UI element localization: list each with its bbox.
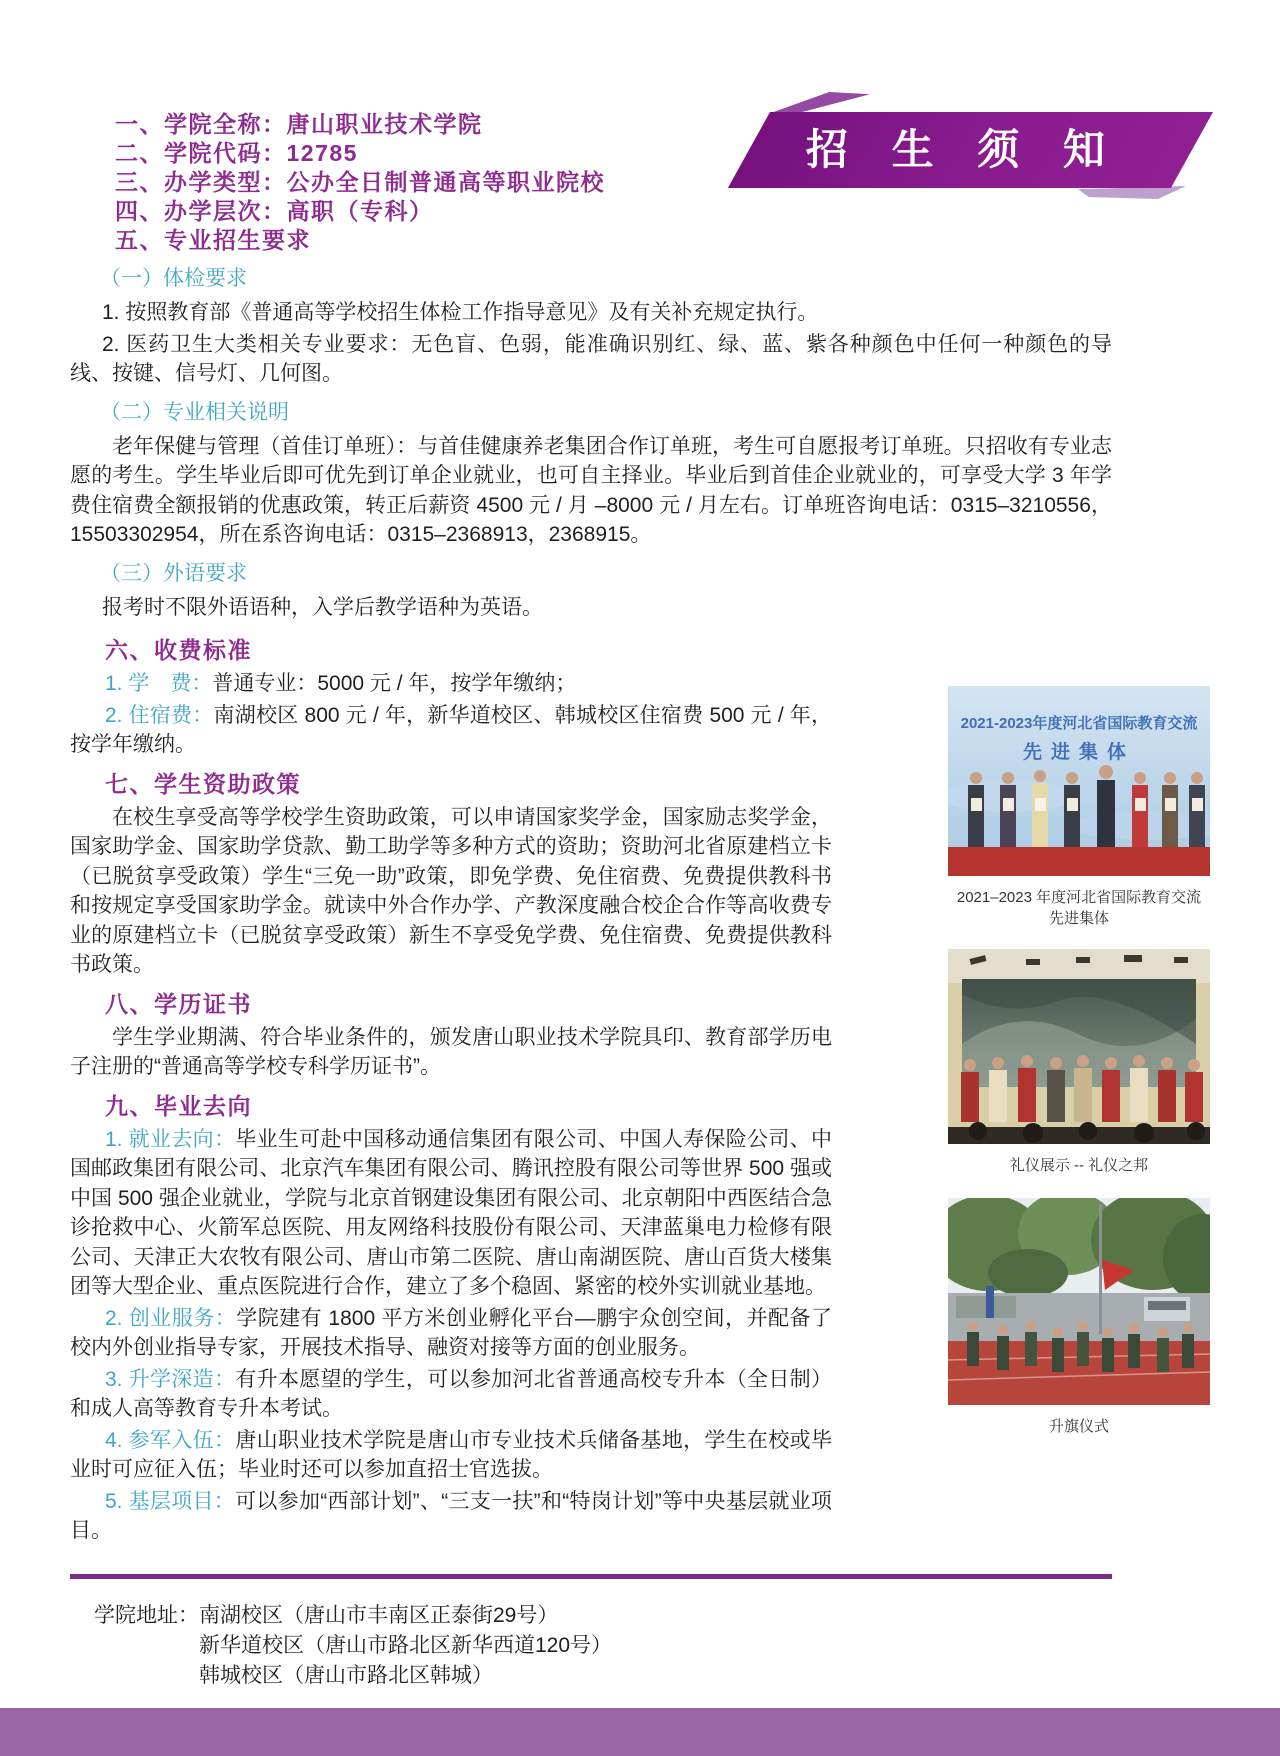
flag-raising-caption: 升旗仪式 [1048, 1418, 1109, 1435]
subhead-physical-exam: （一）体检要求 [100, 267, 247, 290]
major-notes-paragraph: 老年保健与管理（首佳订单班）：与首佳健康养老集团合作订单班，考生可自愿报考订单班。只招收有专业志愿的考生。学生毕业后即可优先到订单企业就业，也可自主择业。毕业后到首佳企业就业的，可享受大学 3 年学费住宿费全额报销的优惠政策，转正后薪资 4500 元 / 月 –8000 元 / 月左右。订单班咨询电话：0315–3210556，15503302954，所在系咨询电话：0315–2368913，2368915。 [70, 434, 1112, 546]
photo2-performers [961, 1055, 1203, 1122]
photo-column [948, 626, 1210, 1437]
heading-college-name: 一、学院全称：唐山职业技术学院 [115, 111, 483, 137]
main-content [70, 110, 1210, 1691]
fee-item-dorm-label: 2. 住宿费： [105, 703, 214, 727]
path-military [70, 1426, 832, 1485]
path-employment [70, 1125, 832, 1302]
award-ceremony-photo [948, 686, 1210, 876]
diploma-paragraph: 学生学业期满、符合毕业条件的，颁发唐山职业技术学院具印、教育部学历电子注册的“普通高等学校专科学历证书”。 [70, 1025, 832, 1078]
heading-financial-aid: 七、学生资助政策 [105, 770, 301, 797]
fee-item-dorm-text: 南湖校区 800 元 / 年，新华道校区、韩城校区住宿费 500 元 / 年，按学年缴纳。 [70, 703, 832, 756]
path-military-label: 4. 参军入伍： [105, 1428, 236, 1452]
heading-fees: 六、收费标准 [105, 637, 252, 663]
photo3-guards [967, 1321, 1194, 1372]
address-line-xinhuadao: 新华道校区（唐山市路北区新华西道120号） [199, 1633, 613, 1657]
heading-diploma: 八、学历证书 [105, 990, 252, 1017]
photo1-banner-text-line2: 先进集体 [1022, 742, 1136, 763]
path-further-study-text: 有升本愿望的学生，可以参加河北省普通高校专升本（全日制）和成人高等教育专升本考试。 [70, 1367, 833, 1420]
award-caption-line1: 2021–2023 年度河北省国际教育交流 [956, 889, 1202, 906]
financial-aid-paragraph: 在校生享受高等学校学生资助政策，可以申请国家奖学金，国家励志奖学金，国家助学金、国家助学贷款、勤工助学等多种方式的资助；资助河北省原建档立卡（已脱贫享受政策）学生“三免一助”政策，即免学费、免住宿费、免费提供教科书和按规定享受国家助学金。就读中外合作办学、产教深度融合校企合作等高收费专业的原建档立卡（已脱贫享受政策）新生不享受免学费、免住宿费、免费提供教科书政策。 [70, 805, 832, 976]
path-entrepreneurship-label: 2. 创业服务： [105, 1306, 237, 1330]
heading-graduate-paths: 九、毕业去向 [105, 1092, 252, 1119]
fee-item-tuition-text: 普通专业：5000 元 / 年，按学年缴纳； [212, 672, 577, 695]
award-ceremony-caption [948, 887, 1210, 929]
top-section-block [70, 110, 1112, 622]
path-grassroots-text: 可以参加“西部计划”、“三支一扶”和“特岗计划”等中央基层就业项目。 [70, 1489, 832, 1542]
heading-admission-requirements: 五、专业招生要求 [115, 227, 311, 253]
path-military-text: 唐山职业技术学院是唐山市专业技术兵储备基地，学生在校或毕业时可应征入伍；毕业时还可以参加直招士官选拔。 [70, 1428, 833, 1481]
heading-school-type: 三、办学类型：公办全日制普通高等职业院校 [115, 169, 605, 195]
figure-etiquette-show [948, 949, 1210, 1176]
etiquette-show-caption: 礼仪展示 -- 礼仪之邦 [1009, 1157, 1149, 1174]
subhead-major-notes: （二）专业相关说明 [100, 400, 289, 424]
physical-exam-item-2: 2. 医药卫生大类相关专业要求：无色盲、色弱，能准确识别红、绿、蓝、紫各种颜色中任何一种颜色的导线、按键、信号灯、几何图。 [70, 332, 1112, 385]
footer-divider-line [70, 1574, 1112, 1579]
path-entrepreneurship [70, 1304, 832, 1363]
heading-school-level: 四、办学层次：高职（专科） [115, 198, 434, 224]
fee-item-tuition-label: 1. 学 费： [105, 672, 213, 695]
address-label: 学院地址： [94, 1603, 199, 1627]
two-column-zone [70, 626, 1210, 1548]
photo1-banner-text-line1: 2021-2023年度河北省国际教育交流 [960, 715, 1198, 732]
address-block [94, 1601, 1210, 1691]
address-line-nanhu: 南湖校区（唐山市丰南区正泰街29号） [199, 1603, 559, 1627]
flag-raising-photo [948, 1198, 1210, 1405]
path-employment-text: 毕业生可赴中国移动通信集团有限公司、中国人寿保险公司、中国邮政集团有限公司、北京汽车集团有限公司、腾讯控股有限公司等世界 500 强或中国 500 强企业就业，学院与北京首钢建设集团有限公司、北京朝阳中西医结合急诊抢救中心、火箭军总医院、用友网络科技股份有限公司、天津蓝巢电力检修有限公司、天津正大农牧有限公司、唐山市第二医院、唐山南湖医院、唐山百货大楼集团等大型企业、重点医院进行合作，建立了多个稳固、紧密的校外实训就业基地。 [70, 1127, 833, 1298]
path-entrepreneurship-text: 学院建有 1800 平方米创业孵化平台—鹏宇众创空间，并配备了校内外创业指导专家，开展技术指导、融资对接等方面的创业服务。 [70, 1306, 832, 1359]
address-line-hancheng: 韩城校区（唐山市路北区韩城） [199, 1663, 493, 1687]
left-text-column [70, 626, 832, 1548]
path-grassroots-label: 5. 基层项目： [105, 1489, 236, 1513]
figure-award-ceremony [948, 686, 1210, 929]
fee-item-tuition [70, 669, 832, 699]
address-lines [199, 1601, 612, 1691]
award-caption-line2: 先进集体 [1048, 910, 1109, 927]
subhead-foreign-language: （三）外语要求 [100, 561, 247, 585]
figure-flag-raising [948, 1198, 1210, 1437]
path-grassroots [70, 1487, 832, 1546]
foreign-language-paragraph: 报考时不限外语语种，入学后教学语种为英语。 [102, 595, 543, 619]
bottom-purple-band [0, 1708, 1280, 1756]
etiquette-show-photo [948, 949, 1210, 1144]
path-employment-label: 1. 就业去向： [105, 1127, 236, 1151]
path-further-study [70, 1365, 832, 1424]
path-further-study-label: 3. 升学深造： [105, 1367, 236, 1391]
banner-title: 招 生 须 知 [805, 126, 1121, 173]
fee-item-dorm [70, 701, 832, 760]
physical-exam-item-1: 1. 按照教育部《普通高等学校招生体检工作指导意见》及有关补充规定执行。 [102, 301, 819, 324]
heading-college-code: 二、学院代码：12785 [115, 140, 358, 166]
